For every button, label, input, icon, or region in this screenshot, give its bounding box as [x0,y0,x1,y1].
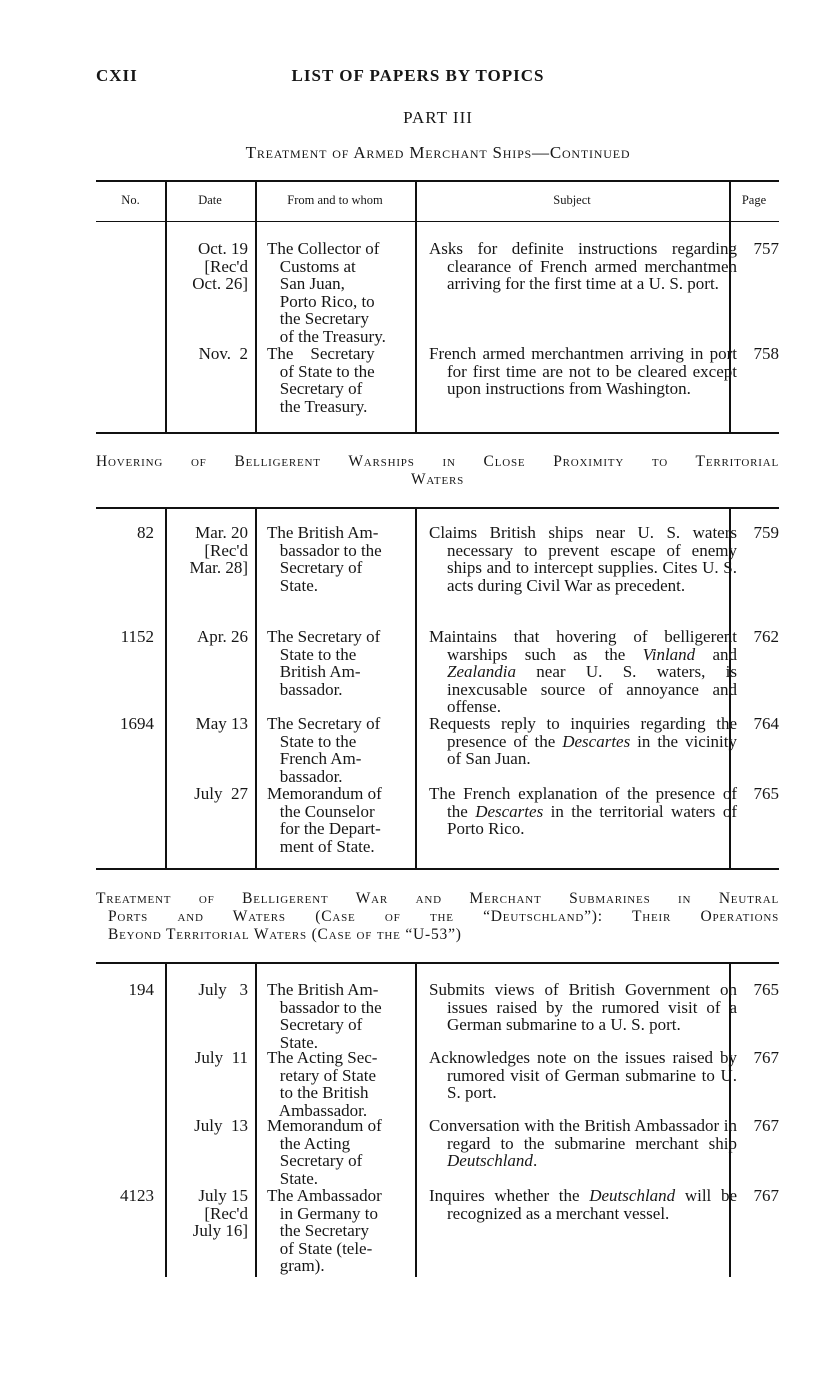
column-divider [415,962,417,1277]
table-row-no: 1152 [120,627,154,646]
column-header-from-to: From and to whom [287,193,383,207]
table-row-subject: Claims British ships near U. S. waters necessary to prevent escape of enemy ships and to intercept supplies. Cites U. S. acts during Civil War as precedent. [429,523,737,595]
column-divider [255,962,257,1277]
table-row-date: Nov. 2 [198,344,248,363]
table-row-subject: French armed merchantmen arriving in port for first time are not to be cleared except upon instructions from Washington. [429,344,737,398]
running-title: LIST OF PAPERS BY TOPICS [291,66,545,85]
table-bottom-rule [96,868,779,870]
section-title-submarines [96,890,779,944]
part-title: PART III [403,108,473,127]
table-row-subject: The French explanation of the presence of the Descartes in the territorial waters of Porto Rico. [429,784,737,838]
table-row-subject: Requests reply to inquiries regarding the presence of the Descartes in the vicinity of San Juan. [429,714,737,768]
table-bottom-rule [96,432,779,434]
table-row-date: Mar. 20 [Rec'd Mar. 28] [189,523,248,577]
table-row-page: 767 [753,1116,779,1135]
section-title-hovering [96,453,779,489]
table-row-date: July 15 [Rec'd July 16] [192,1186,248,1240]
column-header-page: Page [741,193,767,207]
table-row-from-to: The Secretary of State to the French Am- bassador. [267,714,381,786]
table-row-subject: Conversation with the British Ambassador in regard to the submarine merchant ship Deutschland. [429,1116,737,1170]
table-row-page: 767 [753,1186,779,1205]
table-row-subject: Maintains that hovering of belligerent warships such as the Vinland and Zealandia near U. S. waters, is inexcusable source of annoyance and offense. [429,627,738,716]
section-title-line: Hovering of Belligerent Warships in Close Proximity to Territorial [96,453,779,470]
table-row-from-to: The British Am- bassador to the Secretary of State. [267,980,382,1052]
table-row-from-to: The Acting Sec- retary of State to the British Ambassador. [267,1048,378,1120]
table-row-page: 758 [753,344,779,363]
page-number: CXII [96,66,138,85]
column-divider [415,180,417,433]
table-row-no: 4123 [120,1186,154,1205]
section-title-line: Beyond Territorial Waters (Case of the “U-53”) [108,926,462,943]
table-row-date: July 27 [194,784,248,803]
table-row-date: July 13 [194,1116,248,1135]
table-row-subject: Inquires whether the Deutschland will be recognized as a merchant vessel. [429,1186,737,1223]
column-divider [165,962,167,1277]
table-row-from-to: Memorandum of the Counselor for the Depart- ment of State. [267,784,382,856]
table-row-page: 757 [753,239,779,258]
section-title-armed-merchant-ships: Treatment of Armed Merchant Ships—Continued [245,143,631,162]
table-row-from-to: The Secretary of State to the British Am- bassador. [267,627,381,699]
table-top-rule [96,962,779,964]
table-row-subject: Asks for definite instructions regarding clearance of French armed merchantmen arriving for the first time at a U. S. port. [429,239,737,293]
column-divider [165,180,167,433]
column-divider [255,507,257,869]
table-row-page: 759 [753,523,779,542]
table-row-subject: Submits views of British Government on issues raised by the rumored visit of a German submarine to a U. S. port. [429,980,737,1034]
table-row-page: 767 [753,1048,779,1067]
column-divider [415,507,417,869]
table-row-date: May 13 [195,714,248,733]
table-row-date: July 11 [194,1048,248,1067]
section-title-line: Treatment of Belligerent War and Merchant Submarines in Neutral [96,890,779,907]
table-row-page: 765 [753,980,779,999]
table-row-from-to: Memorandum of the Acting Secretary of State. [267,1116,382,1188]
column-header-no: No. [121,193,140,207]
table-row-no: 194 [128,980,154,999]
table-row-from-to: The Secretary of State to the Secretary of the Treasury. [267,344,375,416]
table-row-date: July 3 [198,980,248,999]
column-header-subject: Subject [553,193,591,207]
section-title-line: Waters [410,471,465,488]
table-row-no: 1694 [120,714,154,733]
table-top-rule [96,180,779,182]
column-header-date: Date [198,193,222,207]
table-row-from-to: The British Am- bassador to the Secretary of State. [267,523,382,595]
table-row-date: Apr. 26 [197,627,248,646]
column-divider [255,180,257,433]
table-row-page: 765 [753,784,779,803]
table-row-from-to: The Ambassador in Germany to the Secretary of State (tele- gram). [267,1186,382,1275]
table-row-page: 762 [753,627,779,646]
table-row-no: 82 [137,523,154,542]
section-title-line: Ports and Waters (Case of the “Deutschland”): Their Operations [108,908,779,925]
column-divider [165,507,167,869]
table-row-from-to: The Collector of Customs at San Juan, Porto Rico, to the Secretary of the Treasury. [267,239,386,346]
table-row-subject: Acknowledges note on the issues raised by rumored visit of German submarine to U. S. port. [429,1048,737,1102]
table-header-rule [96,221,779,222]
table-top-rule [96,507,779,509]
table-row-page: 764 [753,714,779,733]
table-row-date: Oct. 19 [Rec'd Oct. 26] [192,239,248,293]
